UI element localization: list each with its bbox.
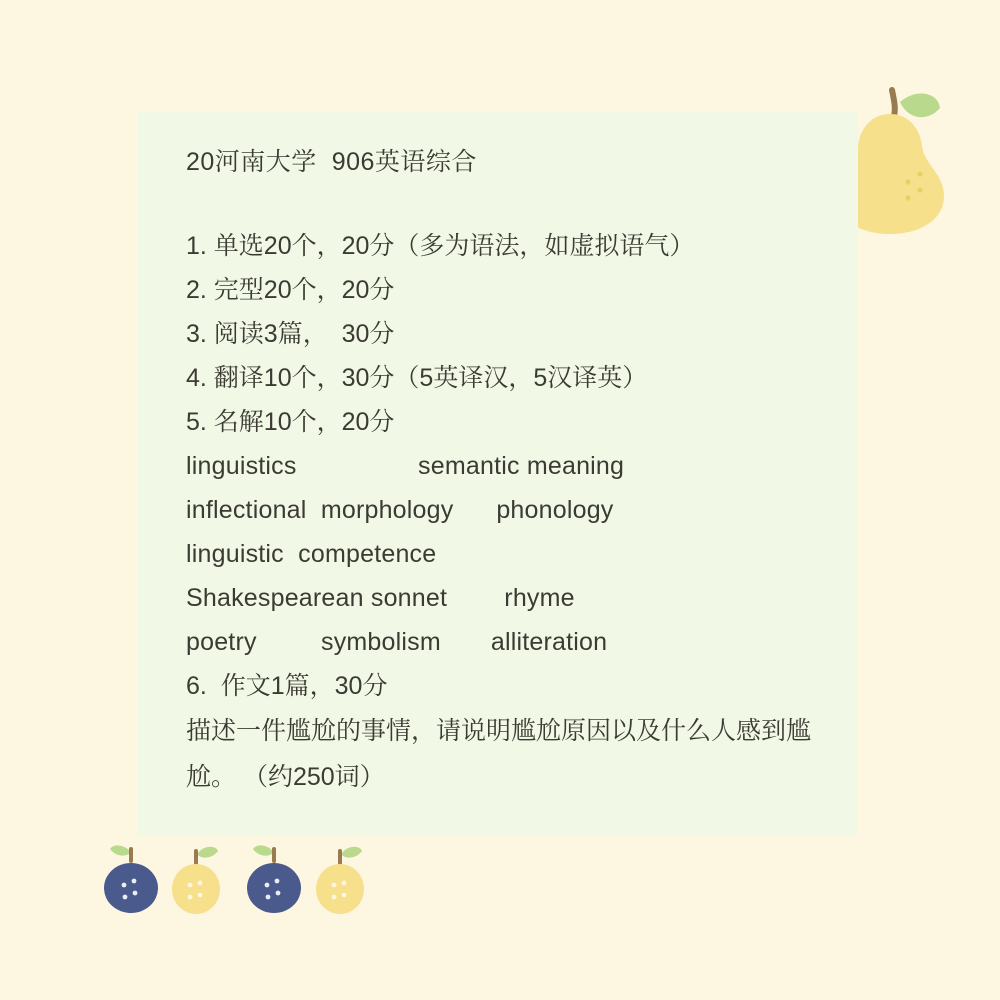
note-content [186, 142, 846, 800]
list-item: 1. 单选20个，20分（多为语法，如虚拟语气） [186, 232, 695, 260]
term-line: linguistic competence [186, 540, 437, 568]
list-item: 6. 作文1篇，30分 [186, 672, 388, 700]
term-line: poetry symbolism alliteration [186, 628, 608, 656]
note-card [138, 112, 858, 835]
term-line: Shakespearean sonnet rhyme [186, 584, 575, 612]
list-item: 3. 阅读3篇， 30分 [186, 320, 395, 348]
essay-prompt: 描述一件尴尬的事情，请说明尴尬原因以及什么人感到尴尬。 （约250词） [186, 717, 812, 791]
page-title: 20河南大学 906英语综合 [186, 148, 477, 176]
list-item: 5. 名解10个，20分 [186, 408, 395, 436]
term-line: linguistics semantic meaning [186, 452, 625, 480]
list-item: 4. 翻译10个，30分（5英译汉，5汉译英） [186, 364, 648, 392]
lemon-icon [312, 843, 370, 915]
term-line: inflectional morphology phonology [186, 496, 614, 524]
list-item: 2. 完型20个，20分 [186, 276, 395, 304]
lemon-icon [168, 843, 226, 915]
plum-icon [100, 843, 162, 915]
plum-icon [243, 843, 305, 915]
